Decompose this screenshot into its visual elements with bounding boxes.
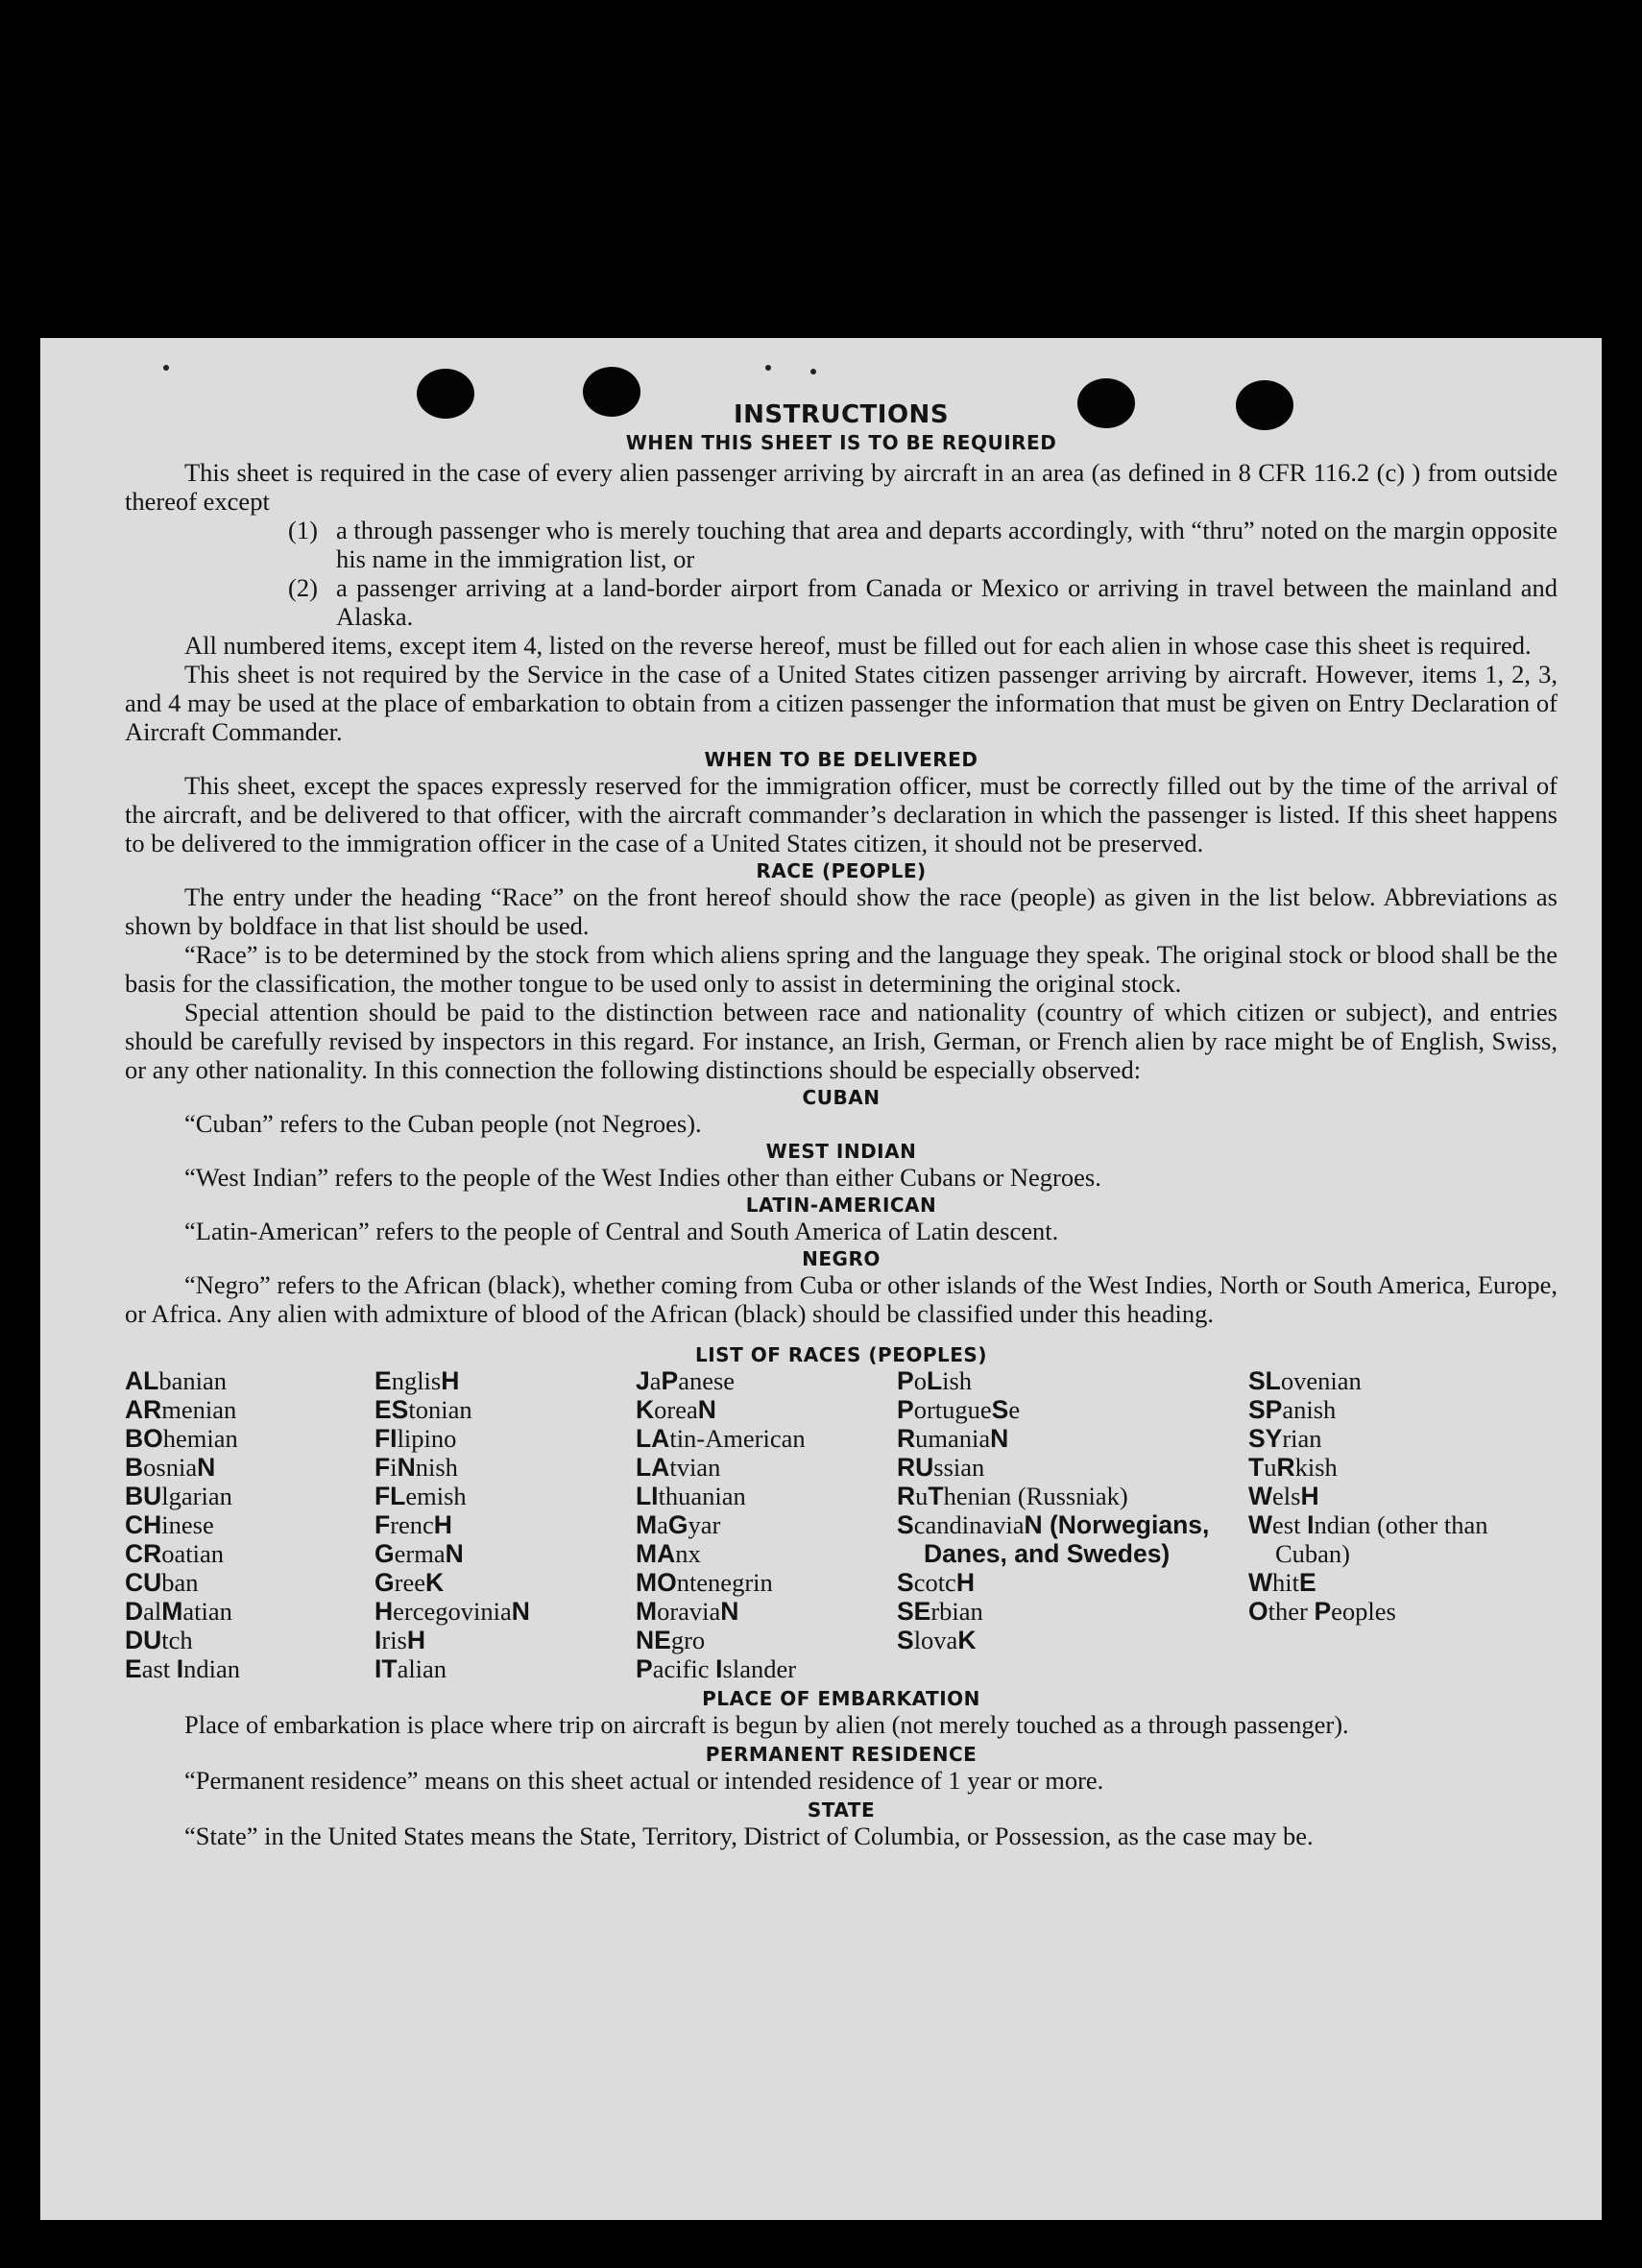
race-entry: WelsH	[1248, 1482, 1319, 1510]
race-entry: Pacific Islander	[636, 1654, 797, 1683]
race-para-3: Special attention should be paid to the distinction between race and nationality (country of which citizen or subject), and entries should be carefully revised by inspectors in this regard. For instance, an Irish, German, or French alien by race might be of English, Swiss, or any other nationality. In this connection the following distinctions should be especially observed:	[125, 998, 1557, 1084]
race-entry: CUban	[125, 1568, 199, 1597]
page-title: INSTRUCTIONS	[733, 400, 950, 429]
race-entry: DUtch	[125, 1626, 193, 1654]
race-entry: KoreaN	[636, 1395, 716, 1424]
residence-text: “Permanent residence” means on this sheet actual or intended residence of 1 year or more.	[184, 1766, 1104, 1795]
race-entry: East Indian	[125, 1654, 240, 1683]
races-column	[636, 1366, 897, 1683]
race-entry: JaPanese	[636, 1366, 736, 1395]
race-entry: WhitE	[1248, 1568, 1316, 1597]
exception-item-1	[288, 516, 1557, 573]
dust-speck-icon	[810, 369, 816, 374]
race-para-1: The entry under the heading “Race” on the front hereof should show the race (people) as given in the list below. Abbreviations as shown by boldface in that list should be used.	[125, 882, 1557, 940]
race-entry: BOhemian	[125, 1424, 238, 1453]
heading-embarkation: PLACE OF EMBARKATION	[702, 1687, 980, 1710]
item-text: a passenger arriving at a land-border airport from Canada or Mexico or arriving in travel between the mainland and Alaska.	[336, 573, 1557, 631]
races-column	[1248, 1366, 1536, 1683]
required-para-3: This sheet is not required by the Service in the case of a United States citizen passenger arriving by aircraft. However, items 1, 2, 3, and 4 may be used at the place of embarkation to obtain from a citizen passenger the information that must be given on Entry Declaration of Aircraft Commander.	[125, 660, 1557, 746]
race-entry: CRoatian	[125, 1539, 225, 1568]
dust-speck-icon	[765, 365, 771, 371]
heading-when-delivered: WHEN TO BE DELIVERED	[704, 748, 978, 771]
race-entry: RumaniaN	[897, 1424, 1009, 1453]
race-entry: HercegoviniaN	[374, 1597, 530, 1626]
race-entry: ScandinaviaN (Norwegians, Danes, and Swedes)	[897, 1510, 1210, 1568]
item-number: (1)	[288, 516, 318, 544]
heading-state: STATE	[807, 1798, 876, 1822]
race-entry: GermaN	[374, 1539, 464, 1568]
race-entry: FrencH	[374, 1510, 452, 1539]
race-entry: ALbanian	[125, 1366, 227, 1395]
race-para-2: “Race” is to be determined by the stock from which aliens spring and the language they speak. The original stock or blood shall be the basis for the classification, the mother tongue to be used only to assist in determining the original stock.	[125, 940, 1557, 998]
races-list	[125, 1366, 1557, 1683]
race-entry: Other Peoples	[1248, 1597, 1396, 1626]
race-entry: SPanish	[1248, 1395, 1337, 1424]
race-entry: BUlgarian	[125, 1482, 232, 1510]
latin-american-text: “Latin-American” refers to the people of Central and South America of Latin descent.	[184, 1217, 1059, 1245]
races-column	[374, 1366, 636, 1683]
race-entry: SYrian	[1248, 1424, 1322, 1453]
state-text: “State” in the United States means the State, Territory, District of Columbia, or Possession, as the case may be.	[184, 1822, 1314, 1850]
race-entry: FiNnish	[374, 1453, 458, 1482]
race-entry: ARmenian	[125, 1395, 237, 1424]
heading-list-of-races: LIST OF RACES (PEOPLES)	[695, 1343, 987, 1366]
race-entry: RuThenian (Russniak)	[897, 1482, 1128, 1510]
race-entry: CHinese	[125, 1510, 214, 1539]
race-entry: SlovaK	[897, 1626, 977, 1654]
item-text: a through passenger who is merely touching that area and departs accordingly, with “thru” noted on the margin opposite his name in the immigration list, or	[336, 516, 1557, 573]
race-entry: MAnx	[636, 1539, 701, 1568]
item-number: (2)	[288, 573, 318, 602]
heading-negro: NEGRO	[802, 1247, 881, 1270]
race-entry: LAtvian	[636, 1453, 721, 1482]
races-column	[125, 1366, 374, 1683]
cuban-text: “Cuban” refers to the Cuban people (not Negroes).	[184, 1109, 702, 1138]
race-entry: EStonian	[374, 1395, 472, 1424]
race-entry: ITalian	[374, 1654, 447, 1683]
race-entry: IrisH	[374, 1626, 426, 1654]
race-entry: EnglisH	[374, 1366, 460, 1395]
dust-speck-icon	[163, 365, 169, 371]
instructions-content	[125, 400, 1557, 1850]
race-entry: DalMatian	[125, 1597, 232, 1626]
heading-when-required: WHEN THIS SHEET IS TO BE REQUIRED	[625, 431, 1057, 454]
race-entry: MOntenegrin	[636, 1568, 773, 1597]
race-entry: FIlipino	[374, 1424, 457, 1453]
race-entry: TuRkish	[1248, 1453, 1338, 1482]
race-entry: GreeK	[374, 1568, 445, 1597]
heading-cuban: CUBAN	[802, 1086, 881, 1109]
race-entry: FLemish	[374, 1482, 467, 1510]
required-intro: This sheet is required in the case of every alien passenger arriving by aircraft in an area (as defined in 8 CFR 116.2 (c) ) from outside thereof except	[125, 458, 1557, 516]
race-entry: MoraviaN	[636, 1597, 739, 1626]
race-entry: LIthuanian	[636, 1482, 746, 1510]
west-indian-text: “West Indian” refers to the people of the West Indies other than either Cubans or Negroes.	[184, 1163, 1101, 1192]
delivered-text: This sheet, except the spaces expressly reserved for the immigration officer, must be correctly filled out by the time of the arrival of the aircraft, and be delivered to that officer, with the aircraft commander’s declaration in which the passenger is listed. If this sheet happens to be delivered to the immigration officer in the case of a United States citizen, it should not be preserved.	[125, 771, 1557, 857]
race-entry: SLovenian	[1248, 1366, 1362, 1395]
race-entry: ScotcH	[897, 1568, 975, 1597]
race-entry: West Indian (other than Cuban)	[1248, 1510, 1488, 1568]
race-entry: NEgro	[636, 1626, 706, 1654]
races-column	[897, 1366, 1248, 1683]
race-entry: MaGyar	[636, 1510, 721, 1539]
embarkation-text: Place of embarkation is place where trip on aircraft is begun by alien (not merely touched as a through passenger).	[184, 1710, 1349, 1739]
required-para-2: All numbered items, except item 4, listed on the reverse hereof, must be filled out for each alien in whose case this sheet is required.	[184, 631, 1532, 660]
race-entry: BosniaN	[125, 1453, 216, 1482]
heading-race: RACE (PEOPLE)	[756, 859, 927, 882]
race-entry: LAtin-American	[636, 1424, 806, 1453]
document-sheet	[40, 338, 1602, 2220]
race-entry: PortugueSe	[897, 1395, 1021, 1424]
heading-west-indian: WEST INDIAN	[765, 1140, 917, 1163]
negro-text: “Negro” refers to the African (black), whether coming from Cuba or other islands of the West Indies, North or South America, Europe, or Africa. Any alien with admixture of blood of the African (black) should be classified under this heading.	[125, 1270, 1557, 1328]
heading-latin-american: LATIN-AMERICAN	[745, 1194, 937, 1217]
heading-permanent-residence: PERMANENT RESIDENCE	[705, 1743, 978, 1766]
race-entry: PoLish	[897, 1366, 973, 1395]
exception-item-2	[288, 573, 1557, 631]
race-entry: RUssian	[897, 1453, 985, 1482]
race-entry: SErbian	[897, 1597, 983, 1626]
